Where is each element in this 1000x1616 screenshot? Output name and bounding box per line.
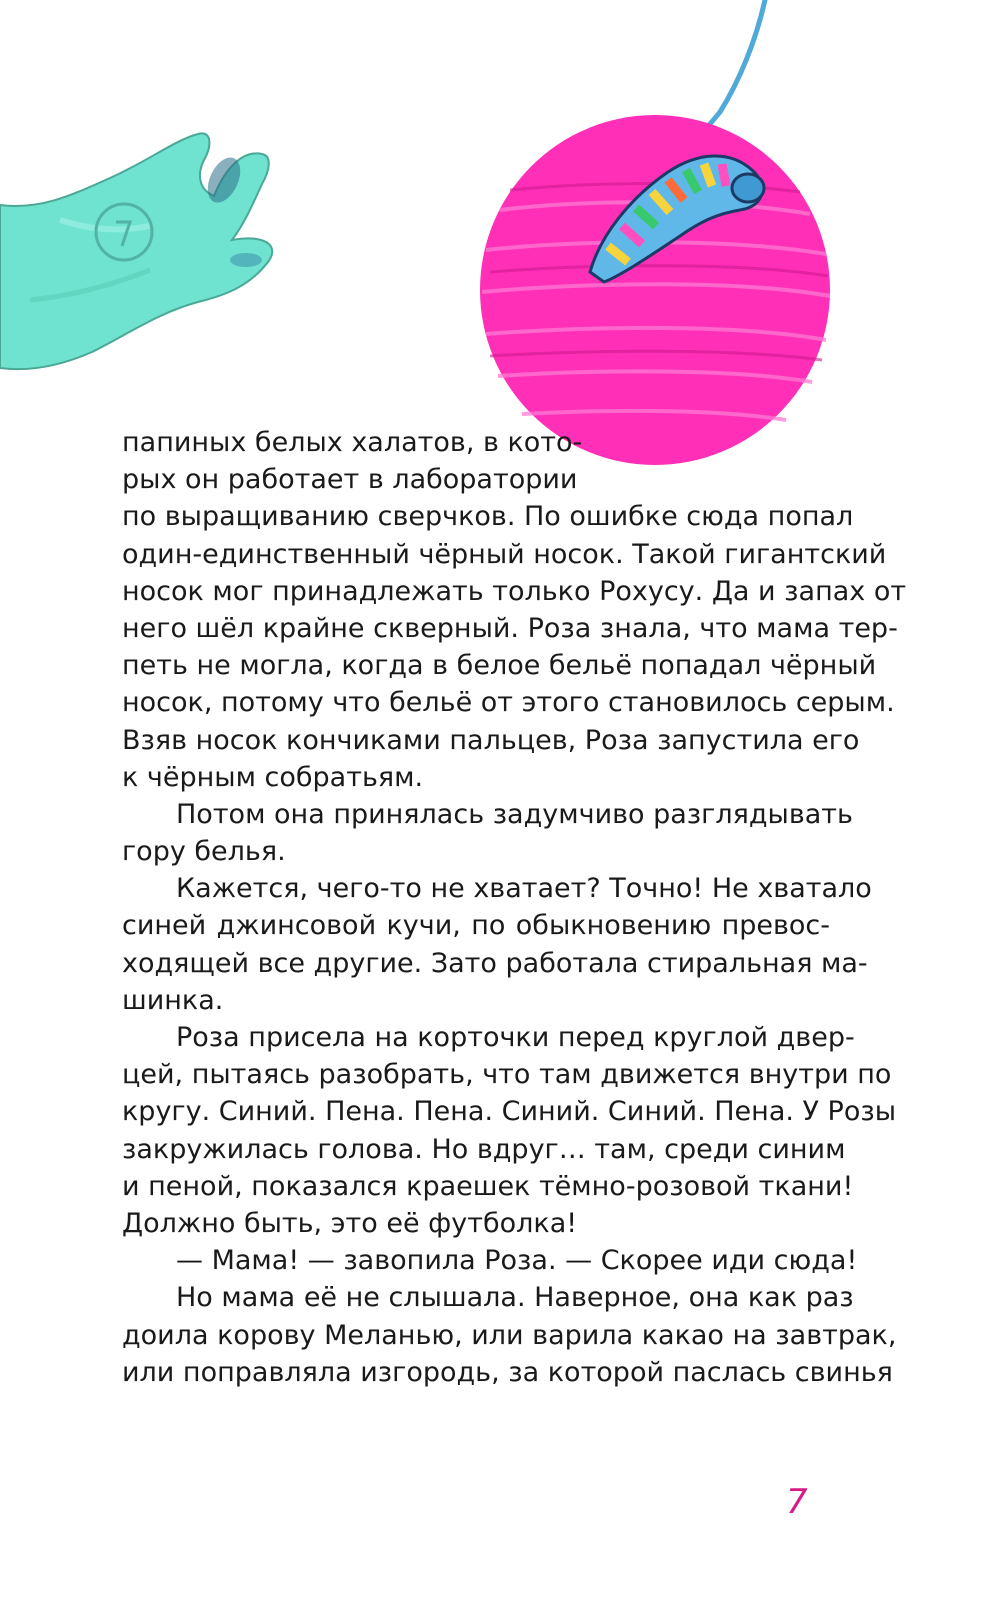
text-line: один-единственный чёрный носок. Такой гигантский [122, 538, 887, 570]
text-line: к чёрным собратьям. [122, 761, 424, 793]
text-line: закружилась голова. Но вдруг… там, среди синим [122, 1133, 846, 1165]
text-line: кругу. Синий. Пена. Пена. Синий. Синий. Пена. У Розы [122, 1096, 897, 1128]
text-line: Роза присела на корточки перед круглой двер- [176, 1022, 855, 1053]
text-line: Должно быть, это её футболка! [122, 1207, 578, 1239]
text-line: рых он работает в лаборатории [122, 464, 578, 496]
text-line: носок мог принадлежать только Рохусу. Да и запах от [122, 575, 907, 607]
text-line: синей джинсовой кучи, по обыкновению превос- [122, 910, 830, 942]
text-line: ходящей все другие. Зато работала стиральная ма- [122, 947, 868, 979]
text-line: гору белья. [122, 836, 286, 868]
body-text [122, 424, 907, 1391]
text-line: петь не могла, когда в белое бельё попадал чёрный [122, 650, 877, 682]
illustration [0, 0, 1000, 470]
text-line: Взяв носок кончиками пальцев, Роза запустила его [122, 724, 860, 756]
ball-illustration [480, 115, 830, 465]
text-line: — Мама! — завопила Роза. — Скорее иди сюда! [176, 1245, 858, 1277]
text-line: и пеной, показался краешек тёмно-розовой ткани! [122, 1170, 854, 1202]
glove-illustration [0, 133, 272, 369]
hanging-string [702, 0, 765, 134]
text-line: цей, пытаясь разобрать, что там движется внутри по [122, 1059, 892, 1091]
text-line: Потом она принялась задумчиво разглядывать [176, 798, 853, 830]
text-line: него шёл крайне скверный. Роза знала, что мама тер- [122, 612, 898, 644]
text-line: по выращиванию сверчков. По ошибке сюда попал [122, 501, 854, 533]
text-line: папиных белых халатов, в кото- [122, 427, 583, 458]
page-number: 7 [786, 1482, 808, 1522]
text-line: или поправляла изгородь, за которой паслась свинья [122, 1356, 893, 1388]
text-line: Кажется, чего-то не хватает? Точно! Не хватало [176, 873, 872, 905]
text-line: шинка. [122, 984, 224, 1016]
text-line: Но мама её не слышала. Наверное, она как раз [176, 1282, 854, 1314]
text-line: доила корову Меланью, или варила какао на завтрак, [122, 1319, 897, 1351]
text-line: носок, потому что бельё от этого становилось серым. [122, 687, 895, 719]
